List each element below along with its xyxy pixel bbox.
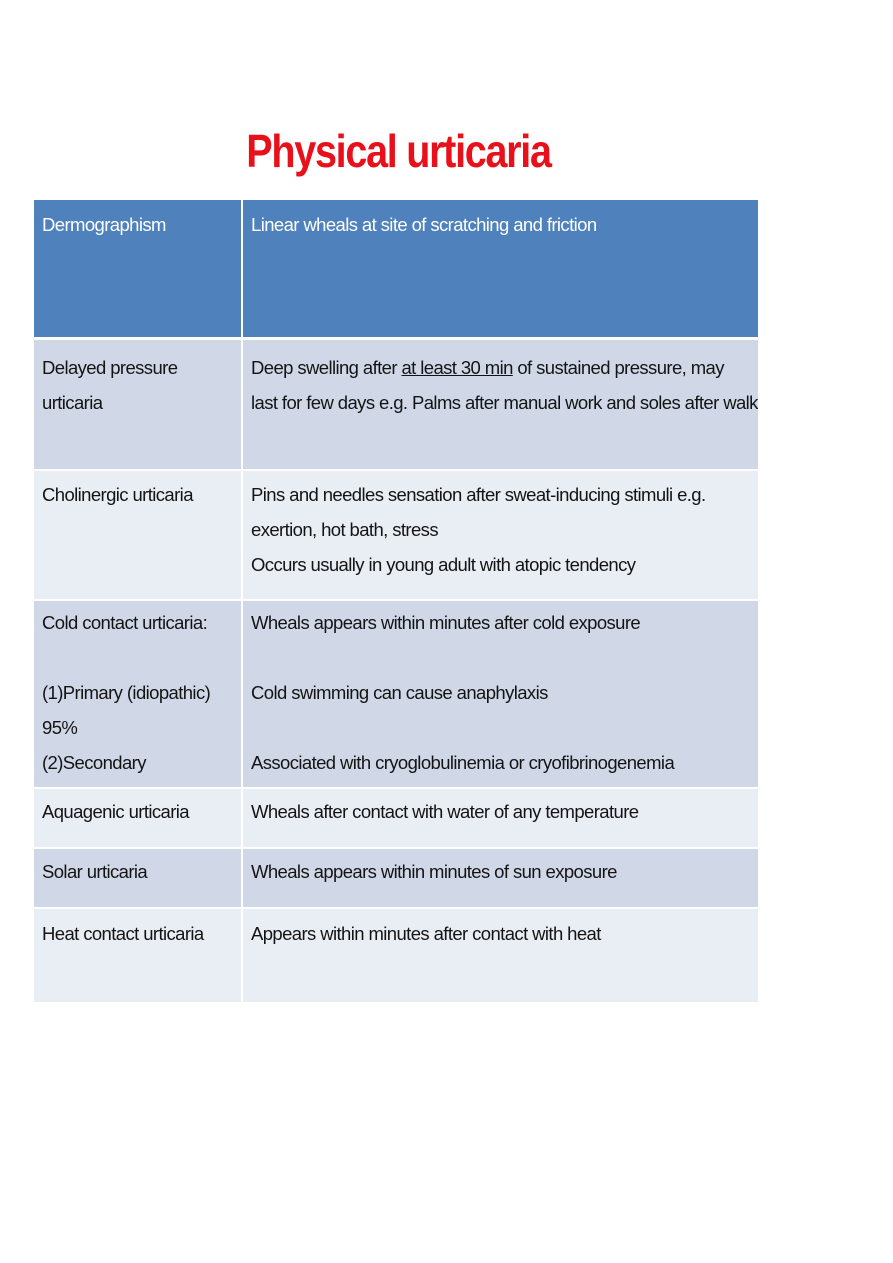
desc-line: Associated with cryoglobulinemia or cryofibrinogenemia: [251, 752, 675, 773]
desc-line: Wheals appears within minutes after cold exposure: [251, 612, 641, 633]
table-row: [34, 600, 758, 788]
name-line: Delayed pressure: [42, 356, 178, 378]
name-line: (1)Primary (idiopathic): [42, 682, 211, 703]
underlined-duration: at least 30 min: [401, 356, 513, 378]
name-line: Cold contact urticaria:: [42, 612, 208, 633]
header-dermographism: Dermographism: [34, 200, 242, 338]
row-desc-heat-contact: Appears within minutes after contact with heat: [242, 908, 758, 1002]
table-header-row: [34, 200, 758, 338]
table-row: [34, 338, 758, 470]
desc-line: last for few days e.g. Palms after manual work and soles after walk: [251, 391, 758, 413]
name-line: urticaria: [42, 391, 103, 413]
desc-line: Occurs usually in young adult with atopic tendency: [251, 554, 636, 575]
desc-line: Cold swimming can cause anaphylaxis: [251, 682, 548, 703]
urticaria-table: [34, 200, 758, 1002]
spacer: [42, 640, 241, 675]
row-desc-delayed-pressure: [242, 338, 758, 470]
table-row: [34, 848, 758, 908]
header-dermographism-desc: Linear wheals at site of scratching and friction: [242, 200, 758, 338]
table-row: [34, 788, 758, 848]
table-row: [34, 470, 758, 600]
row-name-cold-contact: [34, 600, 242, 788]
desc-line: exertion, hot bath, stress: [251, 519, 438, 540]
row-name-solar: Solar urticaria: [34, 848, 242, 908]
row-desc-aquagenic: Wheals after contact with water of any temperature: [242, 788, 758, 848]
name-line: 95%: [42, 717, 78, 738]
row-name-delayed-pressure: [34, 338, 242, 470]
table-row: [34, 908, 758, 1002]
row-desc-cholinergic: [242, 470, 758, 600]
row-name-aquagenic: Aquagenic urticaria: [34, 788, 242, 848]
spacer: [251, 710, 758, 745]
row-name-cholinergic: Cholinergic urticaria: [34, 470, 242, 600]
row-desc-solar: Wheals appears within minutes of sun exposure: [242, 848, 758, 908]
desc-line: [251, 350, 758, 385]
row-desc-cold-contact: [242, 600, 758, 788]
page-title: Physical urticaria: [246, 125, 551, 177]
desc-text: of sustained pressure, may: [512, 356, 724, 378]
spacer: [251, 640, 758, 675]
desc-text: Deep swelling after: [251, 356, 402, 378]
name-line: (2)Secondary: [42, 752, 146, 773]
desc-line: Pins and needles sensation after sweat-inducing stimuli e.g.: [251, 484, 706, 505]
row-name-heat-contact: Heat contact urticaria: [34, 908, 242, 1002]
